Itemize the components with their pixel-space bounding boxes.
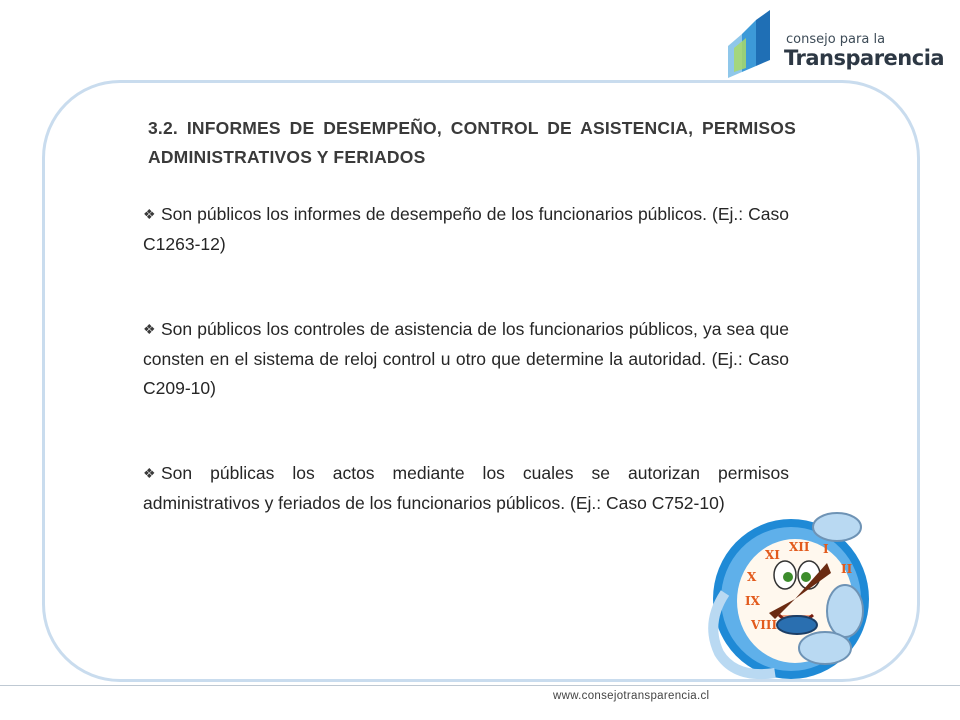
clock-numeral: VIII [751,618,778,632]
diamond-bullet-icon: ❖ [143,206,156,222]
logo-text-bottom: Transparencia [784,46,945,70]
clock-numeral: I [823,542,829,556]
bullet-text: Son públicas los actos mediante los cuales se autorizan permisos administrativos y feriados de los funcionarios públicos. (Ej.: Caso C752-10) [143,463,789,513]
clock-numeral: X [747,570,757,584]
bullet-paragraph [143,200,789,259]
clock-numeral: II [841,562,853,576]
stacked-bars-logo-icon [726,8,786,78]
clock-numeral: XII [789,540,810,554]
bullet-text: Son públicos los controles de asistencia de los funcionarios públicos, ya sea que consten en el sistema de reloj control u otro que determine la autoridad. (Ej.: Caso C209-10) [143,319,789,398]
brand-logo [726,8,945,78]
diamond-bullet-icon: ❖ [143,465,156,481]
footer-divider [0,685,960,686]
slide-title: 3.2. INFORMES DE DESEMPEÑO, CONTROL DE ASISTENCIA, PERMISOS ADMINISTRATIVOS Y FERIADOS [148,118,796,167]
clock-numeral: IX [745,594,760,608]
logo-text-top: consejo para la [786,32,886,47]
bullet-paragraph [143,459,789,518]
diamond-bullet-icon: ❖ [143,321,156,337]
footer-url: www.consejotransparencia.cl [553,690,710,702]
bullet-text: Son públicos los informes de desempeño de los funcionarios públicos. (Ej.: Caso C1263-12) [143,204,789,254]
clock-numeral: XI [765,548,780,562]
cartoon-clock-icon [705,503,895,683]
bullet-paragraph [143,315,789,404]
